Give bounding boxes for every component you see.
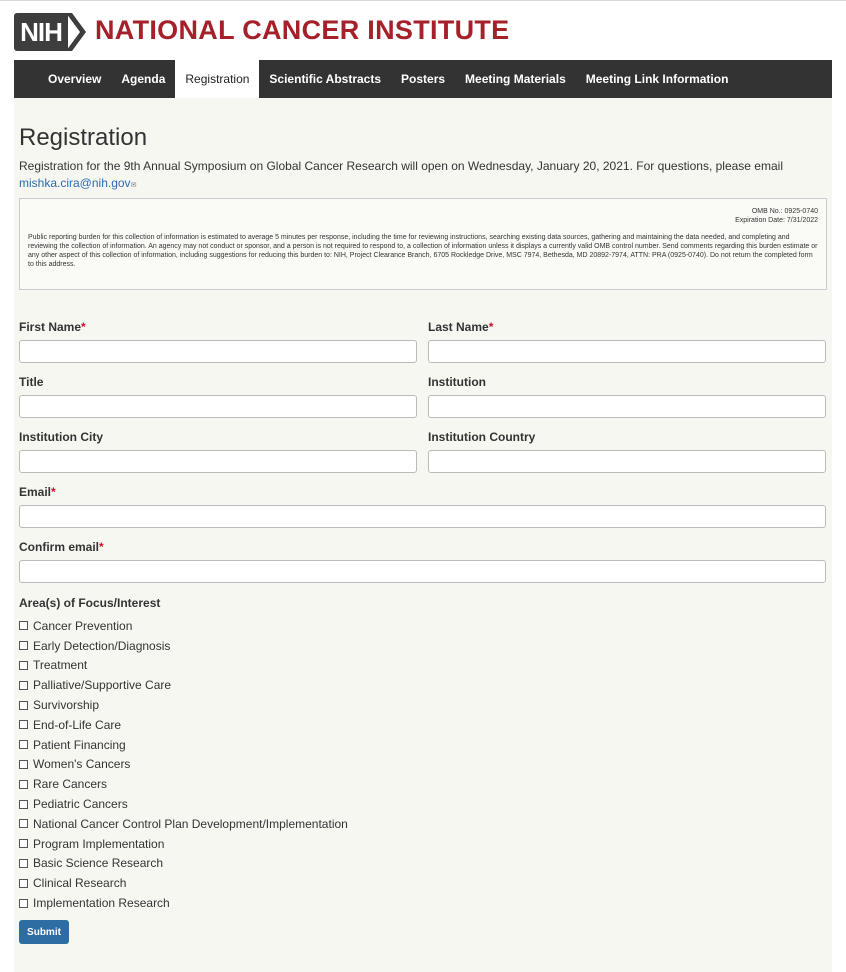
last-name-input[interactable] bbox=[428, 340, 826, 363]
required-marker: * bbox=[81, 320, 86, 334]
omb-burden-text: Public reporting burden for this collection of information is estimated to average 5 minutes per response, including the time for reviewing instructions, searching existing data sources, gathering and maintaining the data needed, and completing and reviewing the collection of information. An agency may not conduct or sponsor, and a person is not required to respond to, a collection of information unless it displays a currently valid OMB control number. Send comments regarding this burden estimate or any other aspect of this collection of information, including suggestions for reducing this burden to: NIH, Project Clearance Branch, 6705 Rockledge Drive, MSC 7974, Bethesda, MD 20892-7974, ATTN: PRA (0925-0740). Do not return the completed form to this address. bbox=[28, 234, 818, 268]
required-marker: * bbox=[51, 485, 56, 499]
tab-scientific-abstracts[interactable]: Scientific Abstracts bbox=[269, 72, 382, 86]
checkbox[interactable] bbox=[19, 760, 28, 769]
area-label: Program Implementation bbox=[33, 836, 165, 851]
area-checkbox-item[interactable] bbox=[19, 616, 348, 636]
institute-title[interactable]: NATIONAL CANCER INSTITUTE bbox=[95, 15, 510, 45]
intro-sentence: Registration for the 9th Annual Symposium on Global Cancer Research will open on Wednesday, January 20, 2021. For questions, please email bbox=[19, 159, 783, 173]
area-label: National Cancer Control Plan Development/Implementation bbox=[33, 816, 348, 831]
first-name-label-text: First Name bbox=[19, 320, 82, 334]
intro-text bbox=[19, 158, 827, 194]
tab-agenda[interactable]: Agenda bbox=[121, 72, 166, 86]
title-input[interactable] bbox=[19, 395, 417, 418]
checkbox[interactable] bbox=[19, 800, 28, 809]
institution-country-label: Institution Country bbox=[428, 430, 536, 444]
area-label: Women's Cancers bbox=[33, 757, 131, 772]
tab-posters[interactable]: Posters bbox=[401, 72, 446, 86]
omb-expiration: Expiration Date: 7/31/2022 bbox=[735, 217, 818, 224]
area-label: Survivorship bbox=[33, 698, 100, 713]
checkbox[interactable] bbox=[19, 859, 28, 868]
area-label: Treatment bbox=[33, 658, 88, 673]
omb-notice bbox=[19, 198, 827, 290]
area-checkbox-item[interactable] bbox=[19, 854, 348, 874]
omb-number: OMB No.: 0925-0740 bbox=[751, 208, 818, 215]
checkbox[interactable] bbox=[19, 780, 28, 789]
institution-city-input[interactable] bbox=[19, 450, 417, 473]
areas-label: Area(s) of Focus/Interest bbox=[19, 596, 161, 610]
area-label: Clinical Research bbox=[33, 876, 127, 891]
page-title: Registration bbox=[19, 124, 148, 151]
area-checkbox-item[interactable] bbox=[19, 814, 348, 834]
area-checkbox-item[interactable] bbox=[19, 656, 348, 676]
email-label bbox=[19, 485, 826, 499]
area-label: Basic Science Research bbox=[33, 856, 164, 871]
area-checkbox-item[interactable] bbox=[19, 873, 348, 893]
area-checkbox-item[interactable] bbox=[19, 774, 348, 794]
area-label: Rare Cancers bbox=[33, 777, 108, 792]
required-marker: * bbox=[488, 320, 494, 334]
area-checkbox-item[interactable] bbox=[19, 755, 348, 775]
first-name-label bbox=[19, 320, 417, 334]
area-label: Patient Financing bbox=[33, 737, 126, 752]
institution-city-label: Institution City bbox=[19, 430, 103, 444]
confirm-email-label bbox=[19, 540, 826, 554]
checkbox[interactable] bbox=[19, 661, 28, 670]
area-label: End-of-Life Care bbox=[33, 717, 122, 732]
area-label: Early Detection/Diagnosis bbox=[33, 638, 171, 653]
email-icon: ✉ bbox=[130, 182, 137, 189]
checkbox[interactable] bbox=[19, 819, 28, 828]
area-checkbox-item[interactable] bbox=[19, 893, 348, 913]
nih-logo[interactable]: NIH bbox=[14, 13, 68, 51]
checkbox[interactable] bbox=[19, 879, 28, 888]
submit-button[interactable]: Submit bbox=[19, 920, 69, 944]
title-label: Title bbox=[19, 375, 44, 389]
tab-registration[interactable]: Registration bbox=[175, 60, 259, 98]
confirm-email-input[interactable] bbox=[19, 560, 826, 583]
checkbox[interactable] bbox=[19, 641, 28, 650]
email-label-text: Email bbox=[19, 485, 52, 499]
contact-email-link[interactable]: mishka.cira@nih.gov bbox=[19, 176, 131, 190]
area-checkbox-item[interactable] bbox=[19, 695, 348, 715]
main-nav bbox=[14, 60, 832, 98]
checkbox[interactable] bbox=[19, 720, 28, 729]
institution-label: Institution bbox=[428, 375, 486, 389]
checkbox[interactable] bbox=[19, 899, 28, 908]
main-content bbox=[14, 98, 832, 972]
first-name-input[interactable] bbox=[19, 340, 417, 363]
checkbox[interactable] bbox=[19, 839, 28, 848]
checkbox[interactable] bbox=[19, 621, 28, 630]
email-input[interactable] bbox=[19, 505, 826, 528]
area-checkbox-item[interactable] bbox=[19, 715, 348, 735]
tab-overview[interactable]: Overview bbox=[48, 72, 102, 86]
institution-country-input[interactable] bbox=[428, 450, 826, 473]
nih-logo-chevron-icon bbox=[66, 13, 88, 51]
area-label: Cancer Prevention bbox=[33, 618, 133, 633]
area-checkbox-item[interactable] bbox=[19, 834, 348, 854]
checkbox[interactable] bbox=[19, 740, 28, 749]
area-checkbox-item[interactable] bbox=[19, 675, 348, 695]
site-header bbox=[0, 0, 846, 60]
confirm-email-label-text: Confirm email bbox=[19, 540, 100, 554]
area-label: Palliative/Supportive Care bbox=[33, 678, 172, 693]
tab-meeting-link-information[interactable]: Meeting Link Information bbox=[585, 72, 729, 86]
area-label: Implementation Research bbox=[33, 896, 170, 911]
area-checkbox-item[interactable] bbox=[19, 636, 348, 656]
area-label: Pediatric Cancers bbox=[33, 797, 128, 812]
institution-input[interactable] bbox=[428, 395, 826, 418]
areas-checkbox-list bbox=[19, 616, 348, 913]
last-name-label-text: Last Name bbox=[428, 320, 489, 334]
area-checkbox-item[interactable] bbox=[19, 794, 348, 814]
checkbox[interactable] bbox=[19, 681, 28, 690]
area-checkbox-item[interactable] bbox=[19, 735, 348, 755]
last-name-label bbox=[428, 320, 826, 334]
required-marker: * bbox=[99, 540, 104, 554]
tab-meeting-materials[interactable]: Meeting Materials bbox=[465, 72, 566, 86]
checkbox[interactable] bbox=[19, 701, 28, 710]
